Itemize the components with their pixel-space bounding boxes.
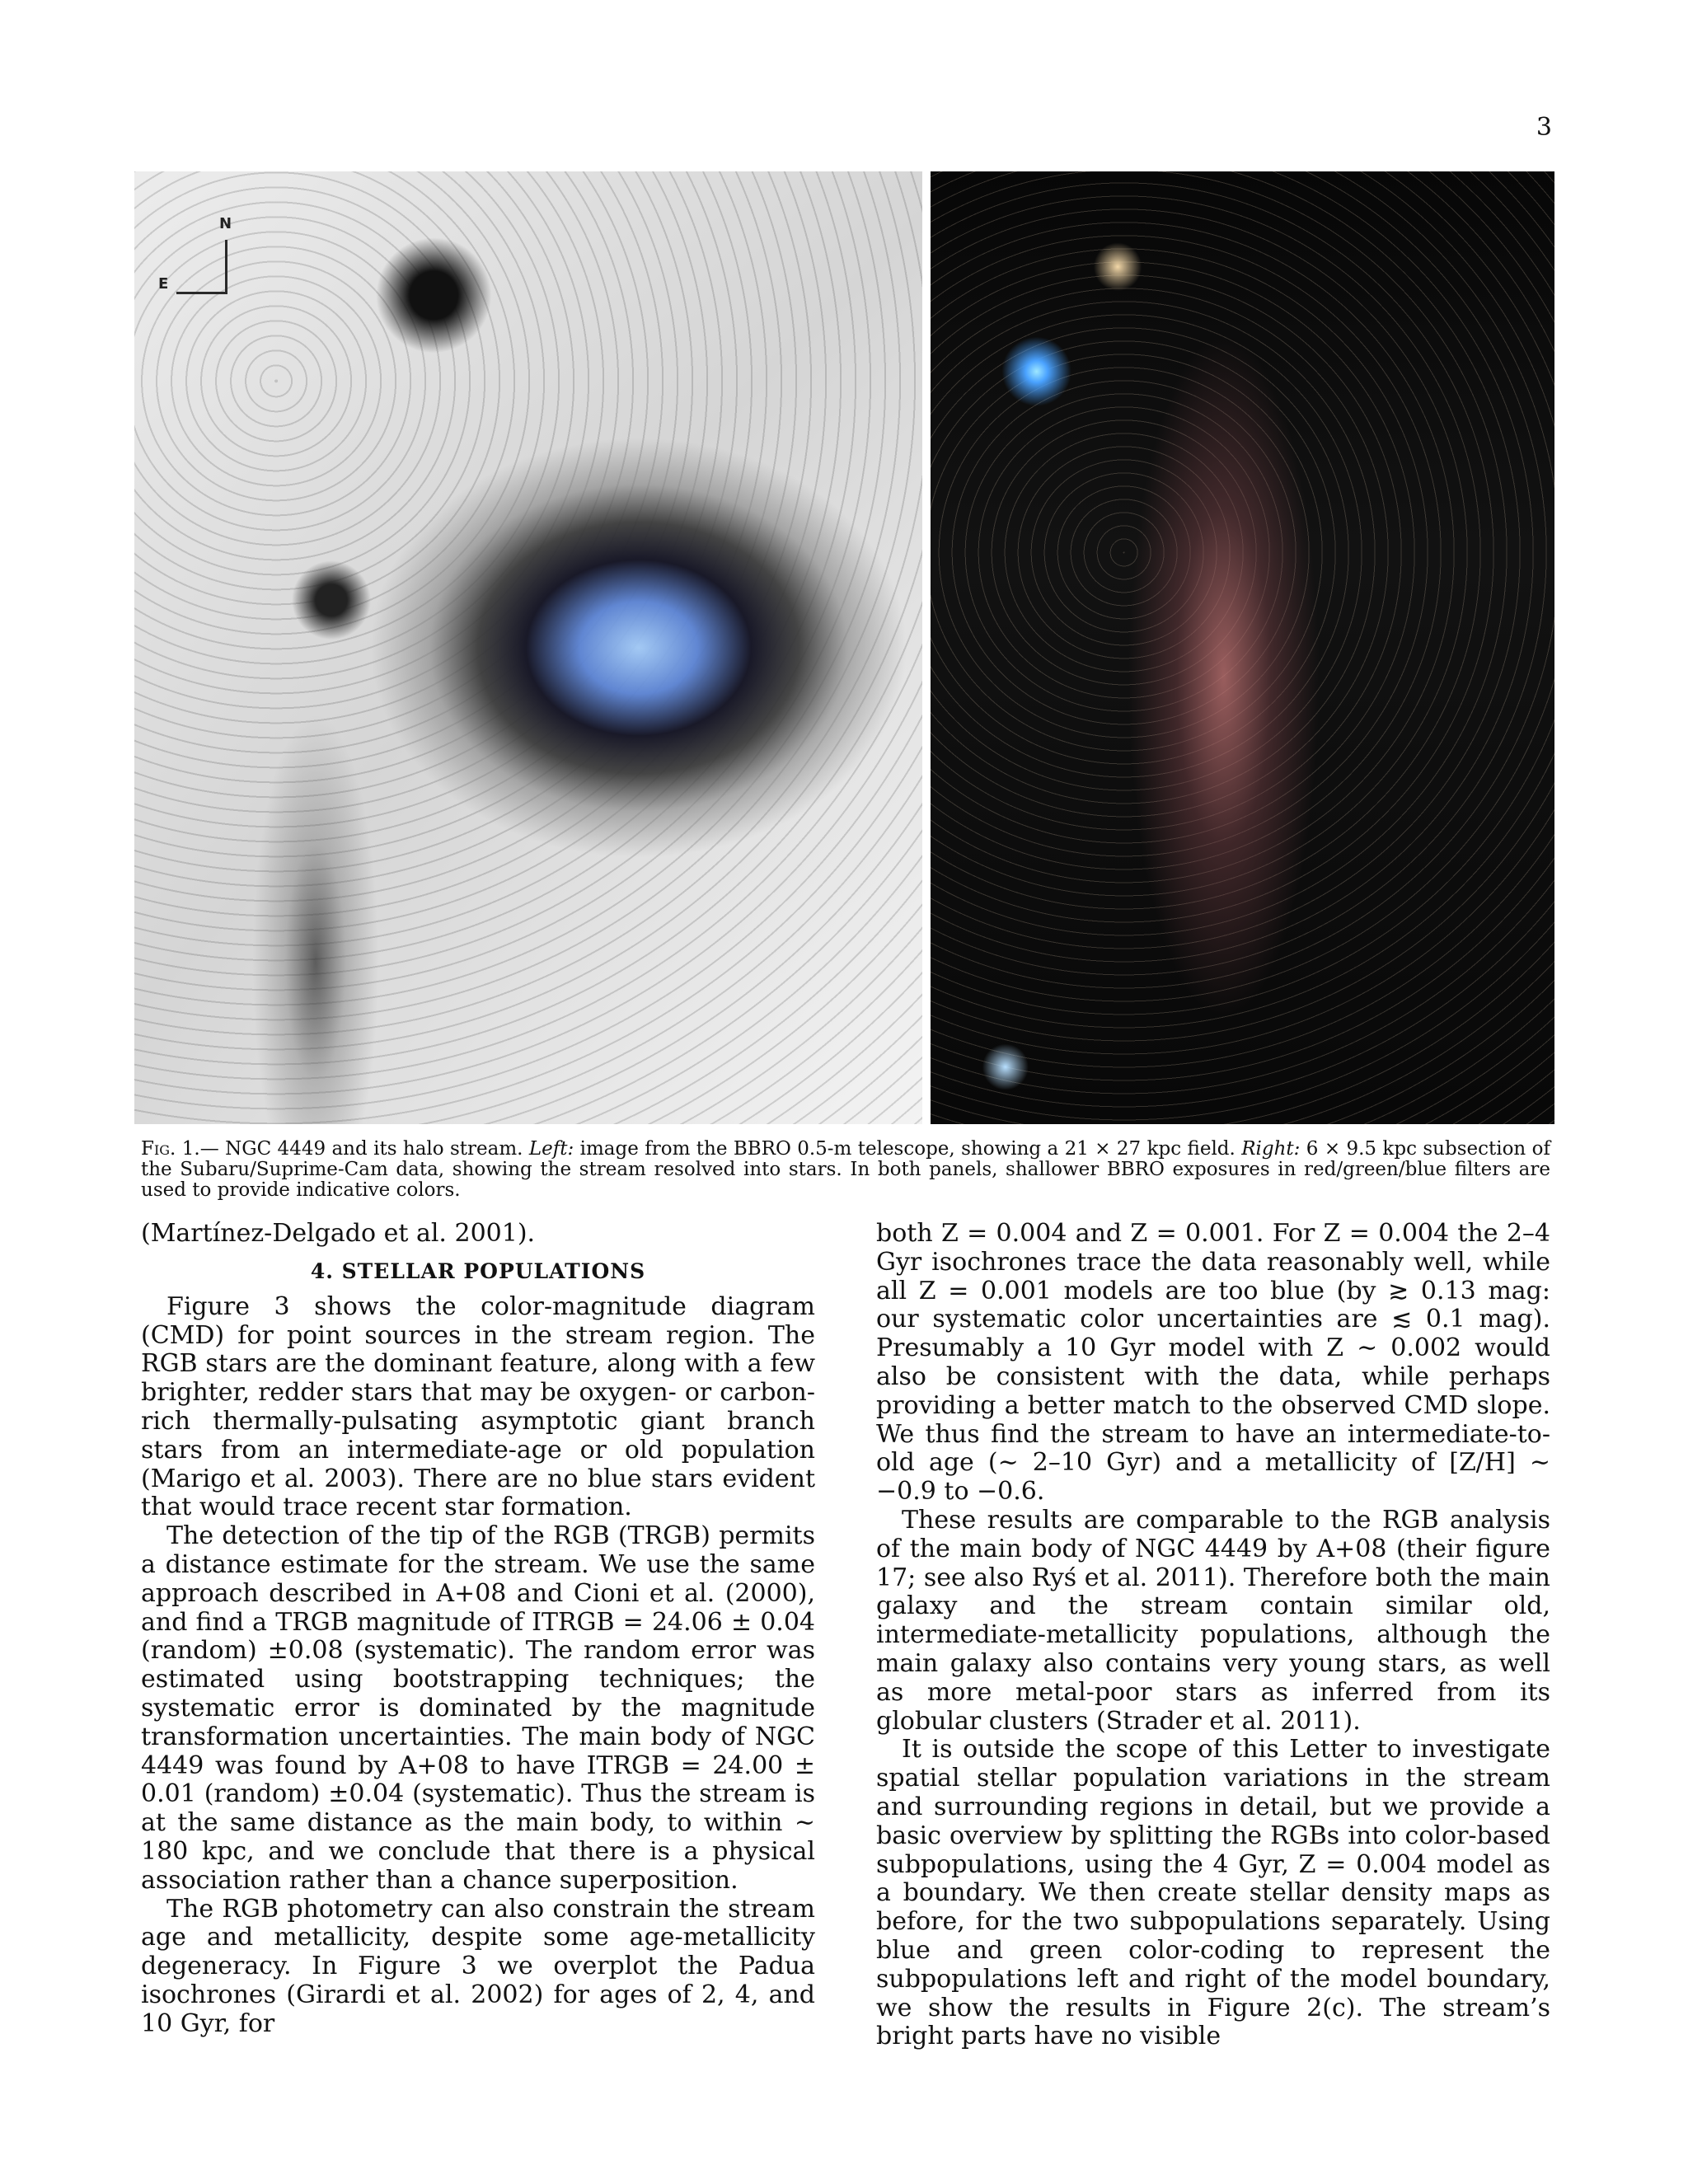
figure-caption — [141, 1139, 1550, 1201]
page-number: 3 — [1536, 113, 1552, 142]
left-paragraph: The detection of the tip of the RGB (TRGB) permits a distance estimate for the stream. We use the same approach described in A+08 and Cioni et al. (2000), and find a TRGB magnitude of ITRGB = 24.06 ± 0.04 (random) ±0.08 (systematic). The random error was estimated using bootstrapping techniques; the systematic error is dominated by the magnitude transformation uncertainties. The main body of NGC 4449 was found by A+08 to have ITRGB = 24.00 ± 0.01 (random) ±0.04 (systematic). Thus the stream is at the same distance as the main body, to within ∼ 180 kpc, and we conclude that there is a physical association rather than a chance superposition. — [141, 1521, 815, 1895]
compass-east-line — [176, 292, 227, 294]
figure-1 — [134, 171, 1554, 1124]
left-paragraph: The RGB photometry can also constrain the stream age and metallicity, despite some age-metallicity degeneracy. In Figure 3 we overplot the Padua isochrones (Girardi et al. 2002) for ages of 2, 4, and 10 Gyr, for — [141, 1894, 815, 2038]
caption-right-label: Right: — [1241, 1138, 1301, 1160]
caption-part-1: — NGC 4449 and its halo stream. — [199, 1138, 529, 1160]
section-heading: 4. STELLAR POPULATIONS — [310, 1258, 646, 1283]
compass-rose — [158, 215, 237, 306]
figure-left-panel — [134, 171, 922, 1124]
figure-right-panel — [931, 171, 1554, 1124]
right-text-column — [876, 1220, 1550, 2051]
right-paragraph: both Z = 0.004 and Z = 0.001. For Z = 0.004 the 2–4 Gyr isochrones trace the data reasonably well, while all Z = 0.001 models are too blue (by ≳ 0.13 mag: our systematic color uncertainties are ≲ 0.1 mag). Presumably a 10 Gyr model with Z ∼ 0.002 would also be consistent with the data, while perhaps providing a better match to the observed CMD slope. We thus find the stream to have an intermediate-to-old age (∼ 2–10 Gyr) and a metallicity of [Z/H] ∼ −0.9 to −0.6. — [876, 1219, 1550, 1507]
right-paragraph: It is outside the scope of this Letter to investigate spatial stellar population variations in the stream and surrounding regions in detail, but we provide a basic overview by splitting the RGBs into color-based subpopulations, using the 4 Gyr, Z = 0.004 model as a boundary. We then create stellar density maps as before, for the two subpopulations separately. Using blue and green color-coding to represent the subpopulations left and right of the model boundary, we show the results in Figure 2(c). The stream’s bright parts have no visible — [876, 1735, 1550, 2051]
right-paragraph: These results are comparable to the RGB analysis of the main body of NGC 4449 by A+08 (their figure 17; see also Ryś et al. 2011). Therefore both the main galaxy and the stream contain similar old, intermediate-metallicity populations, although the main galaxy also contains very young stars, as well as more metal-poor stars as inferred from its globular clusters (Strader et al. 2011). — [876, 1505, 1550, 1736]
compass-north-line — [225, 240, 227, 294]
caption-part-2: image from the BBRO 0.5-m telescope, showing a 21 × 27 kpc field. — [574, 1138, 1242, 1160]
caption-part-3: 6 × 9.5 kpc subsection of the Subaru/Suprime-Cam data, showing the stream resolved into stars. In both panels, shallower BBRO exposures in red/green/blue filters are used to provide indicative colors. — [141, 1138, 1550, 1201]
compass-east-label: E — [158, 275, 169, 293]
compass-north-label: N — [219, 215, 232, 232]
caption-left-label: Left: — [528, 1138, 574, 1160]
left-intro-text: (Martínez-Delgado et al. 2001). — [141, 1219, 536, 1248]
caption-label: Fig. 1. — [141, 1138, 200, 1160]
left-text-column — [141, 1220, 815, 2039]
left-paragraph: Figure 3 shows the color-magnitude diagram (CMD) for point sources in the stream region. The RGB stars are the dominant feature, along with a few brighter, redder stars that may be oxygen- or carbon-rich thermally-pulsating asymptotic giant branch stars from an intermediate-age or old population (Marigo et al. 2003). There are no blue stars evident that would trace recent star formation. — [141, 1291, 815, 1522]
